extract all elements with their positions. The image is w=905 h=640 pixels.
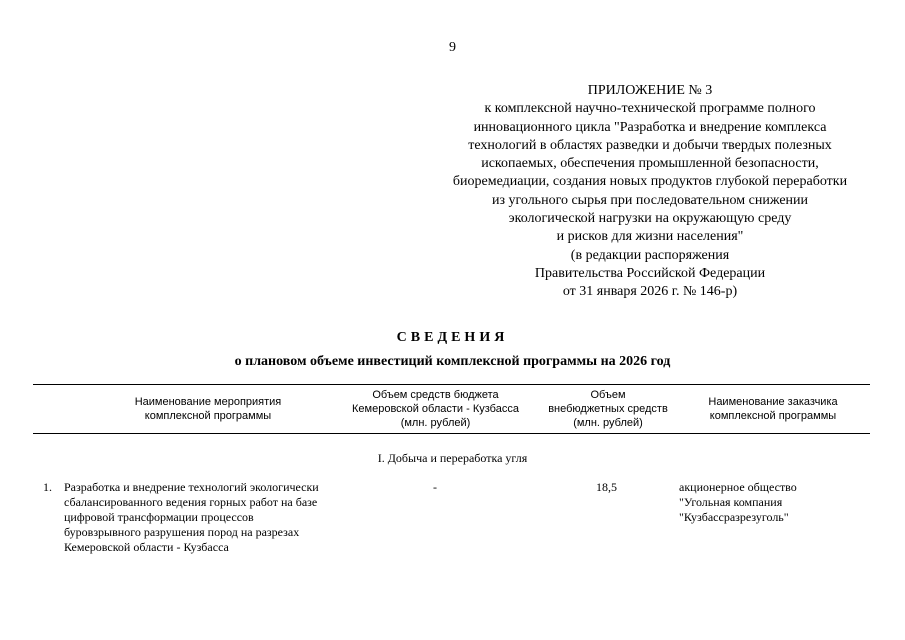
appendix-line: технологий в областях разведки и добычи твердых полезных xyxy=(468,137,832,153)
appendix-line: Правительства Российской Федерации xyxy=(534,265,766,281)
appendix-header xyxy=(425,82,875,302)
appendix-line: к комплексной научно-технической программе полного xyxy=(484,101,816,117)
appendix-line: от 31 января 2026 г. № 146-р) xyxy=(562,284,738,300)
column-header-customer: Наименование заказчика комплексной программы xyxy=(708,396,838,422)
appendix-line: биоремедиации, создания новых продуктов глубокой переработки xyxy=(452,174,848,190)
appendix-line: инновационного цикла "Разработка и внедрение комплекса xyxy=(473,119,827,135)
appendix-line: ПРИЛОЖЕНИЕ № 3 xyxy=(587,83,713,98)
column-header-activity-name: Наименование мероприятия комплексной программы xyxy=(134,396,282,422)
column-header-regional-budget: Объем средств бюджета Кемеровской области - Кузбасса (млн. рублей) xyxy=(352,389,519,429)
section-heading: I. Добыча и переработка угля xyxy=(377,451,528,465)
extrabudgetary-value: 18,5 xyxy=(596,480,617,494)
appendix-line: и рисков для жизни населения" xyxy=(556,229,744,245)
page-number: 9 xyxy=(449,40,456,55)
document-title: СВЕДЕНИЯ xyxy=(396,330,509,345)
appendix-line: (в редакции распоряжения xyxy=(570,247,730,263)
appendix-line: ископаемых, обеспечения промышленной безопасности, xyxy=(481,156,819,172)
row-number: 1. xyxy=(43,480,52,494)
customer-name: акционерное общество "Угольная компания "Кузбассразрезуголь" xyxy=(679,480,797,524)
appendix-line: экологической нагрузки на окружающую среду xyxy=(508,211,792,227)
document-subtitle: о плановом объеме инвестиций комплексной программы на 2026 год xyxy=(234,354,671,369)
column-header-extrabudgetary-funds: Объем внебюджетных средств (млн. рублей) xyxy=(548,389,668,429)
regional-budget-value: - xyxy=(433,480,437,494)
activity-name: Разработка и внедрение технологий экологически сбалансированного ведения горных работ на базе цифровой трансформации процессов буровзрывного разрушения пород на разрезах Кемеровской области - Кузбасса xyxy=(64,480,319,554)
appendix-line: из угольного сырья при последовательном снижении xyxy=(491,192,809,208)
table-header xyxy=(33,384,870,434)
